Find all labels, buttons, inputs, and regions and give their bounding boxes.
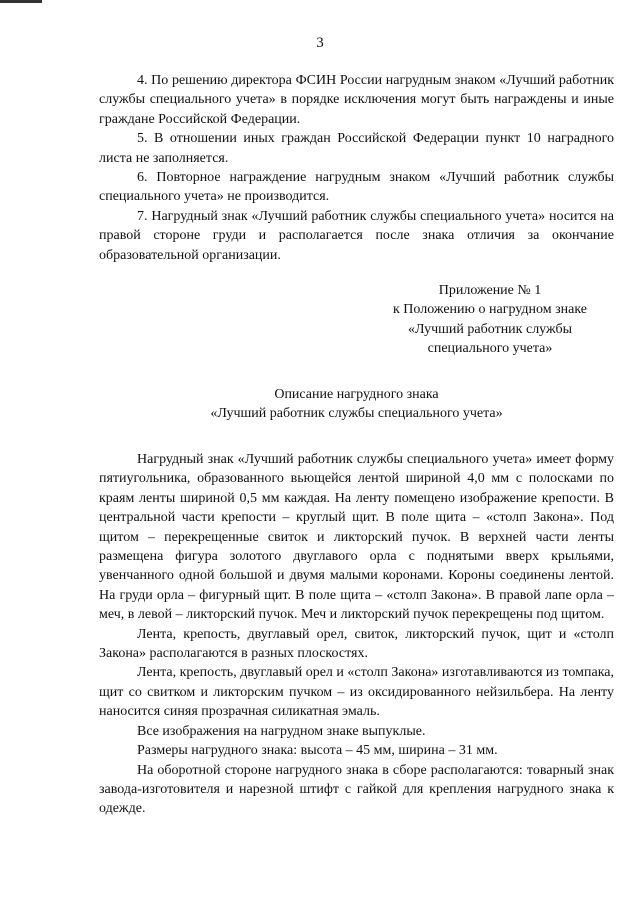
body-paragraph-4: Все изображения на нагрудном знаке выпуклые. (137, 723, 426, 739)
body-paragraph-6: На оборотной стороне нагрудного знака в сборе располагаются: товарный знак завода-изготовителя и нарезной штифт с гайкой для крепления нагрудного знака к одежде. (99, 762, 614, 817)
paragraph-5: 5. В отношении иных граждан Российской Федерации пункт 10 наградного листа не заполняется. (99, 131, 614, 166)
description-body (99, 450, 614, 819)
description-title-line-2: «Лучший работник службы специального учета» (210, 406, 503, 422)
paragraph-7: 7. Нагрудный знак «Лучший работник службы специального учета» носится на правой стороне груди и располагается после знака отличия за окончание образовательной организации. (99, 208, 614, 263)
body-paragraph-3: Лента, крепость, двуглавый орел и «столп Закона» изготавливаются из томпака, щит со свитком и ликторским пучком – из оксидированного нейзильбера. На ленту наносится синяя прозрачная силикатная эмаль. (99, 665, 614, 720)
paragraph-6: 6. Повторное награждение нагрудным знаком «Лучший работник службы специального учета» не производится. (99, 170, 614, 205)
scan-corner-mark (0, 0, 42, 3)
body-paragraph-5: Размеры нагрудного знака: высота – 45 мм, ширина – 31 мм. (137, 743, 498, 759)
top-paragraphs (99, 71, 614, 265)
appendix-line-2: к Положению о нагрудном знаке (392, 302, 587, 318)
appendix-line-3: «Лучший работник службы (407, 321, 573, 337)
body-paragraph-1: Нагрудный знак «Лучший работник службы специального учета» имеет форму пятиугольника, образованного вьющейся лентой шириной 4,0 мм с полосками по краям ленты шириной 0,5 мм каждая. На ленту помещено изображение крепости. В центральной части крепости – круглый щит. В поле щита – «столп Закона». Под щитом – перекрещенные свиток и ликторский пучок. В верхней части ленты размещена фигура золотого двуглавого орла с поднятыми вверх крыльями, увенчанного одной большой и двумя малыми коронами. Короны соединены лентой. На груди орла – фигурный щит. В поле щита – «столп Закона». В правой лапе орла – меч, в левой – ликторский пучок. Меч и ликторский пучок перекрещены под щитом. (99, 452, 614, 623)
appendix-line-4: специального учета» (427, 341, 553, 357)
appendix-line-1: Приложение № 1 (438, 283, 542, 298)
description-title (99, 385, 614, 424)
page-number: 3 (316, 35, 324, 51)
appendix-header (370, 281, 610, 359)
description-title-line-1: Описание нагрудного знака (274, 387, 439, 402)
body-paragraph-2: Лента, крепость, двуглавый орел, свиток, ликторский пучок, щит и «столп Закона» располагаются в разных плоскостях. (99, 626, 614, 662)
paragraph-4: 4. По решению директора ФСИН России нагрудным знаком «Лучший работник службы специального учета» в порядке исключения могут быть награждены и иные граждане Российской Федерации. (99, 73, 614, 127)
